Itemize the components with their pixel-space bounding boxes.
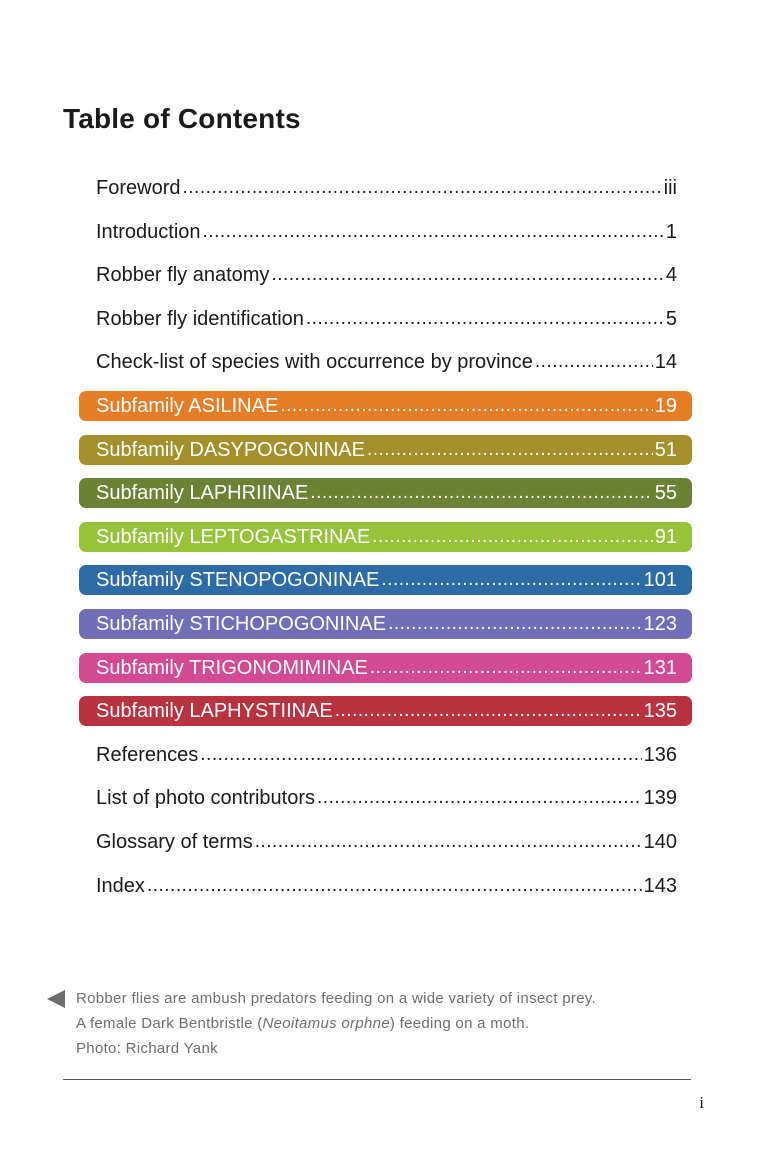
toc-leader-dots <box>335 696 642 726</box>
toc-entry-label: Subfamily DASYPOGONINAE <box>96 438 365 461</box>
toc-entry-subfamily[interactable] <box>79 478 692 508</box>
toc-entry-label: Index <box>96 874 145 897</box>
toc-entry[interactable] <box>79 173 692 203</box>
table-of-contents <box>79 173 692 914</box>
toc-entry-label: Introduction <box>96 220 201 243</box>
toc-entry-label: Subfamily STICHOPOGONINAE <box>96 612 387 635</box>
toc-leader-dots <box>280 391 652 421</box>
toc-leader-dots <box>372 522 653 552</box>
toc-entry-page: iii <box>663 177 677 199</box>
toc-entry-page: 136 <box>643 743 677 766</box>
toc-entry-page: 143 <box>643 874 677 897</box>
toc-entry-label: List of photo contributors <box>96 787 316 810</box>
toc-entry-subfamily[interactable] <box>79 565 692 595</box>
toc-entry-label: Robber fly identification <box>96 307 304 330</box>
toc-entry-label: Robber fly anatomy <box>96 264 270 287</box>
toc-entry-subfamily[interactable] <box>79 696 692 726</box>
footer-rule <box>63 1079 691 1080</box>
toc-entry-subfamily[interactable] <box>79 522 692 552</box>
toc-entry-page: 91 <box>654 525 677 548</box>
toc-entry[interactable] <box>79 260 692 290</box>
toc-entry-page: 4 <box>665 264 677 287</box>
toc-leader-dots <box>203 217 664 247</box>
toc-entry-page: 14 <box>654 351 677 374</box>
toc-entry-label: Check-list of species with occurrence by province <box>96 351 533 374</box>
caption-species-name: Neoitamus orphne <box>262 1015 390 1032</box>
caption-text: ) feeding on a moth. <box>389 1015 530 1032</box>
toc-leader-dots <box>200 740 641 770</box>
caption-text: A female Dark Bentbristle ( <box>76 1015 263 1032</box>
toc-leader-dots <box>271 260 663 290</box>
toc-entry-subfamily[interactable] <box>79 391 692 421</box>
toc-leader-dots <box>310 478 652 508</box>
toc-leader-dots <box>381 565 641 595</box>
toc-leader-dots <box>388 609 642 639</box>
page-title: Table of Contents <box>63 103 301 134</box>
toc-leader-dots <box>147 871 642 901</box>
left-triangle-icon <box>47 990 65 1008</box>
toc-entry-label: Subfamily TRIGONOMIMINAE <box>96 656 368 679</box>
toc-entry-page: 55 <box>654 482 677 505</box>
toc-entry-label: Subfamily STENOPOGONINAE <box>96 569 380 592</box>
toc-leader-dots <box>306 304 664 334</box>
toc-entry-page: 135 <box>643 700 677 723</box>
toc-leader-dots <box>535 347 653 377</box>
toc-entry-label: Foreword <box>96 177 181 199</box>
toc-entry-page: 139 <box>643 787 677 810</box>
toc-entry-subfamily[interactable] <box>79 435 692 465</box>
toc-leader-dots <box>370 653 642 683</box>
photo-caption <box>47 986 707 1061</box>
toc-entry-label: Subfamily LAPHYSTIINAE <box>96 700 333 723</box>
toc-leader-dots <box>255 827 642 857</box>
toc-entry-label: References <box>96 743 199 766</box>
toc-entry-label: Subfamily LEPTOGASTRINAE <box>96 525 371 548</box>
toc-entry-page: 123 <box>643 612 677 635</box>
toc-entry[interactable] <box>79 783 692 813</box>
toc-entry-subfamily[interactable] <box>79 653 692 683</box>
toc-entry-page: 101 <box>643 569 677 592</box>
toc-entry[interactable] <box>79 217 692 247</box>
toc-entry[interactable] <box>79 304 692 334</box>
toc-leader-dots <box>317 783 642 813</box>
toc-entry[interactable] <box>79 827 692 857</box>
toc-entry-page: 51 <box>654 438 677 461</box>
toc-entry-page: 19 <box>654 394 677 417</box>
toc-entry[interactable] <box>79 347 692 377</box>
caption-line-2 <box>76 1011 707 1036</box>
toc-entry[interactable] <box>79 871 692 901</box>
toc-entry-label: Subfamily ASILINAE <box>96 394 279 417</box>
toc-entry-page: 131 <box>643 656 677 679</box>
toc-entry-label: Subfamily LAPHRIINAE <box>96 482 309 505</box>
toc-entry-label: Glossary of terms <box>96 830 253 853</box>
toc-leader-dots <box>367 435 653 465</box>
page-number: i <box>699 1093 704 1112</box>
toc-entry[interactable] <box>79 740 692 770</box>
caption-photo-credit: Photo: Richard Yank <box>76 1040 218 1057</box>
toc-entry-page: 1 <box>665 220 677 243</box>
toc-leader-dots <box>182 173 661 203</box>
toc-entry-page: 5 <box>665 307 677 330</box>
toc-entry-subfamily[interactable] <box>79 609 692 639</box>
caption-line-1: Robber flies are ambush predators feeding on a wide variety of insect prey. <box>76 990 596 1007</box>
toc-entry-page: 140 <box>643 830 677 853</box>
